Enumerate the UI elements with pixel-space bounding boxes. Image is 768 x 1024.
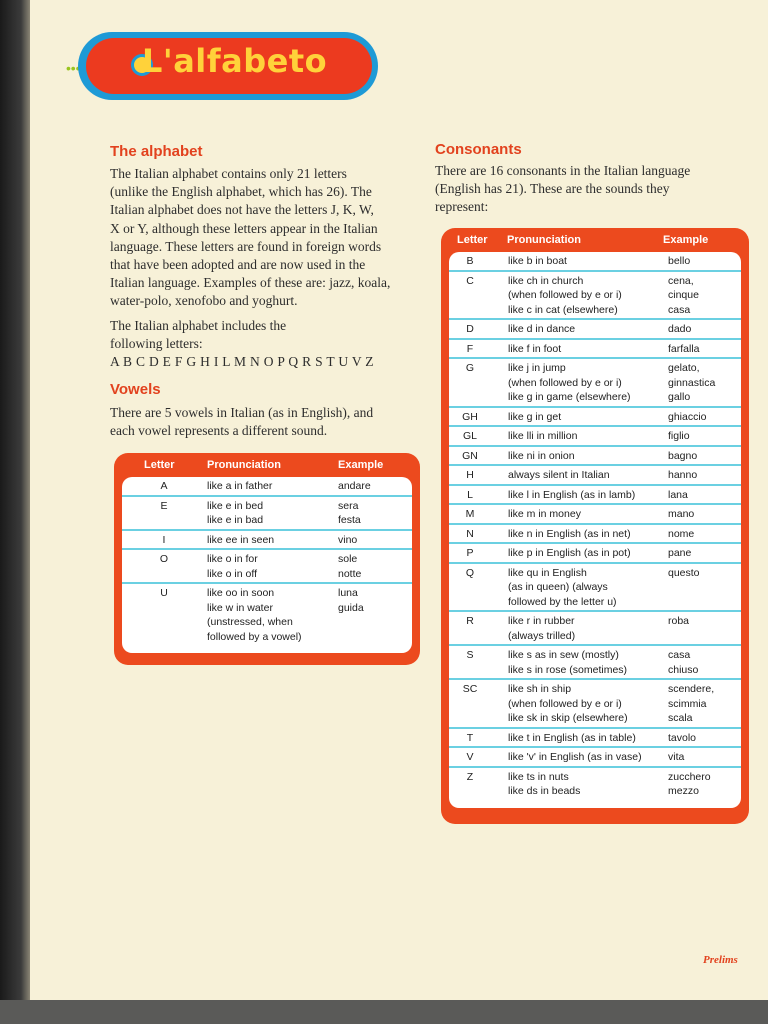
consonants-table-row [449,320,741,340]
example-cell: questo [668,566,700,579]
letter-cell: H [466,469,474,481]
pronunciation-cell: like b in boat [508,255,567,267]
letter-cell: P [466,547,474,559]
letter-cell: R [466,615,474,627]
consonants-table-row [449,359,741,408]
example-cell: farfalla [668,342,700,355]
pronunciation-cell: like lli in million [508,430,578,442]
example-cell: scendere, scimmia scala [668,683,715,724]
letter-cell: Z [466,770,474,783]
letter-cell: F [466,342,474,355]
pronunciation-cell: like m in money [508,508,581,520]
letter-cell: GL [462,430,477,442]
example-cell: gelato, ginnastica gallo [668,362,716,403]
pronunciation-cell: like a in father [207,480,273,492]
alphabet-paragraph-line: water-polo, xenofobo and yoghurt. [110,293,298,309]
consonants-paragraph [435,162,745,217]
vowels-table-row [122,477,412,497]
vowels-table-body [122,477,412,653]
vowels-heading: Vowels [110,381,161,398]
pronunciation-cell: like oo in soon like w in water (unstressed, when followed by a vowel) [207,587,302,643]
consonants-col-pronunciation: Pronunciation [507,234,581,246]
pronunciation-cell: like sh in ship (when followed by e or i) like sk in skip (elsewhere) [508,683,628,724]
alphabet-heading: The alphabet [110,143,203,160]
vowels-paragraph-line: each vowel represents a different sound. [110,423,328,439]
pronunciation-cell: like g in get [508,410,562,423]
consonants-paragraph-line: There are 16 consonants in the Italian language [435,163,691,178]
vowels-table-row [122,531,412,551]
page-title: L'alfabeto [142,42,328,80]
consonants-table-row [449,340,741,360]
alphabet-includes-paragraph [110,317,430,353]
alphabet-letters: A B C D E F G H I L M N O P Q R S T U V Z [110,354,374,369]
consonants-table-header [441,228,749,252]
consonants-table-row [449,447,741,467]
pronunciation-cell: like ch in church (when followed by e or i) like c in cat (elsewhere) [508,274,622,316]
alphabet-paragraph-line: Italian alphabet does not have the letters J, K, W, [110,202,374,218]
letter-cell: N [466,527,474,540]
consonants-table-row [449,427,741,447]
alphabet-includes-line: following letters: [110,336,203,352]
pronunciation-cell: like ni in onion [508,449,575,462]
pronunciation-cell: like l in English (as in lamb) [508,488,636,501]
pronunciation-cell: like ee in seen [207,533,275,546]
letter-cell: C [466,274,474,287]
scan-bottom-edge [0,1000,768,1024]
alphabet-paragraph-line: X or Y, although these letters appear in the Italian [110,220,378,236]
letter-cell: M [465,508,475,520]
pronunciation-cell: like r in rubber (always trilled) [508,615,576,642]
letter-cell: B [466,255,474,267]
vowels-col-example: Example [338,459,384,471]
letter-cell: I [162,533,166,546]
decorative-dots-icon: • • • [66,60,79,76]
letter-cell: S [466,649,474,661]
letter-cell: Q [465,566,475,579]
vowels-table-row [122,497,412,531]
example-cell: figlio [668,430,690,442]
consonants-table-row [449,748,741,768]
pronunciation-cell: like j in jump (when followed by e or i) like g in game (elsewhere) [508,362,631,403]
pronunciation-cell: like d in dance [508,323,576,335]
example-cell: mano [668,508,695,520]
consonants-table-row [449,466,741,486]
example-cell: ghiaccio [668,410,707,423]
vowels-col-pronunciation: Pronunciation [207,459,281,471]
alphabet-includes-line: The Italian alphabet includes the [110,318,287,333]
example-cell: vita [668,751,685,763]
example-cell: cena, cinque casa [668,274,699,316]
letter-cell: SC [462,683,478,695]
alphabet-paragraph-line: that have been adopted and are now used in the [110,257,366,273]
consonants-table-row [449,612,741,646]
consonants-table-row [449,408,741,428]
example-cell: zucchero mezzo [668,770,711,797]
letter-cell: GH [462,410,478,423]
alphabet-paragraph-line: Italian language. Examples of these are: jazz, koala, [110,275,391,291]
example-cell: luna guida [338,587,364,614]
letter-cell: E [160,499,168,512]
alphabet-paragraph-line: language. These letters are found in foreign words [110,238,382,254]
pronunciation-cell: like o in for like o in off [207,553,258,580]
pronunciation-cell: like s as in sew (mostly) like s in rose (sometimes) [508,649,628,676]
pronunciation-cell: like f in foot [508,342,562,355]
consonants-table-row [449,564,741,613]
example-cell: bello [668,255,691,267]
consonants-table-body [449,252,741,808]
alphabet-paragraph-line: (unlike the English alphabet, which has 26). The [110,184,372,200]
example-cell: tavolo [668,731,697,744]
vowels-table-row [122,584,412,645]
consonants-table-row [449,768,741,800]
vowels-col-letter: Letter [144,459,175,471]
letter-cell: L [467,488,473,501]
pronunciation-cell: like n in English (as in net) [508,527,631,540]
footer-section-label: Prelims [703,954,738,966]
example-cell: sole notte [338,553,362,580]
alphabet-paragraph [110,165,430,311]
example-cell: bagno [668,449,698,462]
alphabet-paragraph-line: The Italian alphabet contains only 21 letters [110,166,347,181]
consonants-table-row [449,525,741,545]
example-cell: dado [668,323,692,335]
consonants-table [441,228,749,824]
pronunciation-cell: like e in bed like e in bad [207,499,264,526]
consonants-paragraph-line: represent: [435,199,489,215]
example-cell: sera festa [338,499,361,526]
consonants-table-row [449,505,741,525]
letter-cell: A [160,480,168,492]
consonants-table-row [449,544,741,564]
book-spine [0,0,30,1024]
vowels-paragraph [110,404,430,440]
letter-cell: G [465,362,475,374]
pronunciation-cell: like p in English (as in pot) [508,547,631,559]
letter-cell: V [466,751,474,763]
pronunciation-cell: like t in English (as in table) [508,731,636,744]
consonants-table-row [449,646,741,680]
consonants-col-letter: Letter [457,234,488,246]
consonants-table-row [449,729,741,749]
vowels-table [114,453,420,665]
pronunciation-cell: like 'v' in English (as in vase) [508,751,642,763]
example-cell: roba [668,615,690,627]
consonants-table-row [449,272,741,321]
consonants-table-row [449,486,741,506]
letter-cell: D [466,323,474,335]
pronunciation-cell: like ts in nuts like ds in beads [508,770,581,797]
consonants-heading: Consonants [435,141,522,158]
example-cell: nome [668,527,695,540]
example-cell: hanno [668,469,698,481]
example-cell: andare [338,480,371,492]
vowels-table-row [122,550,412,584]
letter-cell: O [159,553,169,565]
letter-cell: T [466,731,474,744]
letter-cell: GN [462,449,478,462]
vowels-paragraph-line: There are 5 vowels in Italian (as in English), and [110,405,374,420]
textbook-page [30,0,768,1000]
letter-cell: U [160,587,168,599]
consonants-col-example: Example [663,234,709,246]
pronunciation-cell: always silent in Italian [508,469,610,481]
consonants-table-row [449,680,741,729]
pronunciation-cell: like qu in English (as in queen) (always followed by the letter u) [508,566,617,608]
example-cell: lana [668,488,688,501]
consonants-table-row [449,252,741,272]
example-cell: vino [338,533,358,546]
example-cell: pane [668,547,692,559]
vowels-table-header [114,453,420,477]
consonants-paragraph-line: (English has 21). These are the sounds they [435,181,670,197]
example-cell: casa chiuso [668,649,699,676]
